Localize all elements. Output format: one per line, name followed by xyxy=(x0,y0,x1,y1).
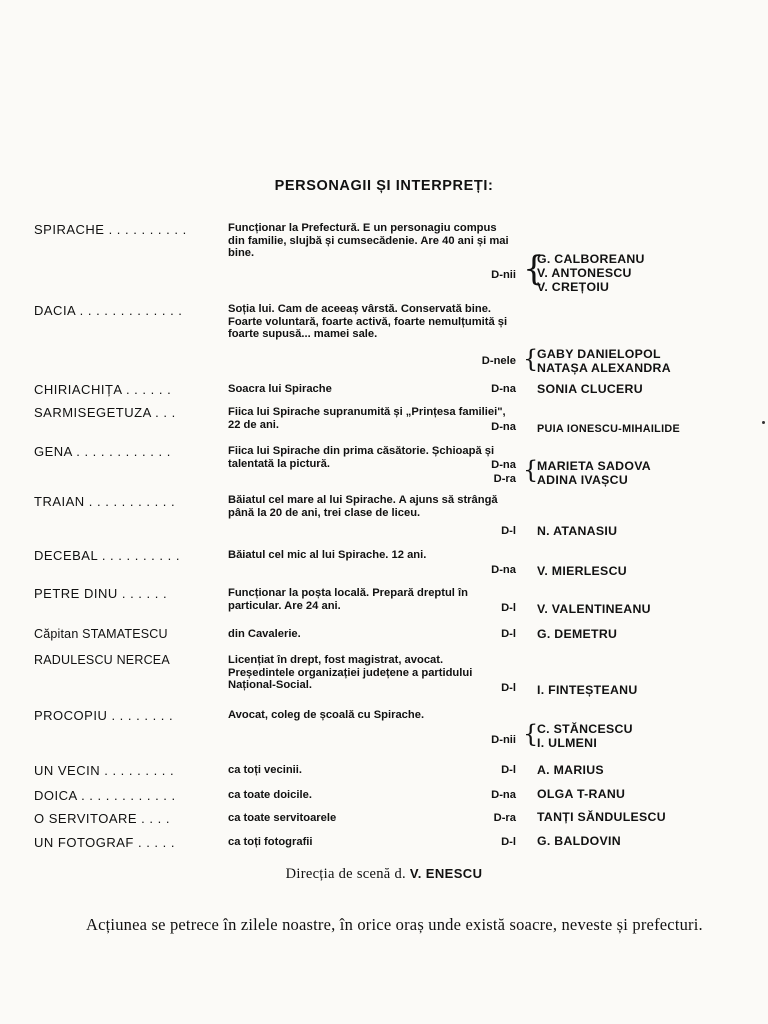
role-description: Băiatul cel mare al lui Spirache. A ajuns să strângă până la 20 de ani, trei clase de liceu. xyxy=(228,494,498,519)
honorific-label: D-na xyxy=(491,789,516,801)
role-description: Avocat, coleg de școală cu Spirache. xyxy=(228,709,425,721)
actor-name: TANȚI SĂNDULESCU xyxy=(537,810,666,824)
bracket-icon: { xyxy=(523,249,545,289)
director-name: V. ENESCU xyxy=(409,866,483,881)
actor-name: NATAȘA ALEXANDRA xyxy=(537,361,671,375)
actor-name: I. FINTEȘTEANU xyxy=(537,683,638,697)
honorific-label: D-l xyxy=(501,764,516,776)
actor-name: ADINA IVAȘCU xyxy=(537,473,629,487)
honorific-label: D-na xyxy=(491,564,516,576)
role-name: UN VECIN . . . . . . . . . xyxy=(34,763,175,778)
bracket-icon: { xyxy=(523,456,539,484)
direction-prefix: Direcția de scenă d. xyxy=(285,866,406,882)
actor-name: V. VALENTINEANU xyxy=(537,602,651,616)
honorific-label: D-nii xyxy=(491,269,516,281)
role-name: DACIA . . . . . . . . . . . . . xyxy=(34,303,183,318)
honorific-label: D-ra xyxy=(493,473,516,485)
honorific-label: D-l xyxy=(501,602,516,614)
honorific-label: D-nii xyxy=(491,734,516,746)
actor-name: GABY DANIELOPOL xyxy=(537,347,661,361)
honorific-label: D-l xyxy=(501,525,516,537)
role-description: Fiica lui Spirache din prima căsătorie. Șchioapă și talentată la pictură. xyxy=(228,445,495,470)
honorific-label: D-na xyxy=(491,383,516,395)
role-name: PETRE DINU . . . . . . xyxy=(34,586,168,601)
honorific-label: D-l xyxy=(501,682,516,694)
actor-name: G. DEMETRU xyxy=(537,627,618,641)
honorific-label: D-l xyxy=(501,836,516,848)
actor-name: V. MIERLESCU xyxy=(537,564,627,578)
role-description: Fiica lui Spirache supranumită și „Prințesa familiei", 22 de ani. xyxy=(228,406,506,431)
role-description: Soția lui. Cam de aceeaș vârstă. Conservată bine. Foarte voluntară, foarte activă, foarte nemulțumită și foarte supusă... mamei sale. xyxy=(228,303,508,341)
role-name: TRAIAN . . . . . . . . . . . xyxy=(34,494,176,509)
role-description: Băiatul cel mic al lui Spirache. 12 ani. xyxy=(228,549,427,561)
bracket-icon: { xyxy=(523,720,539,748)
honorific-label: D-na xyxy=(491,421,516,433)
role-name: DOICA . . . . . . . . . . . . xyxy=(34,788,176,803)
role-description: Soacra lui Spirache xyxy=(228,383,332,395)
role-name: CHIRIACHIȚA . . . . . . xyxy=(34,382,172,397)
honorific-label: D-ra xyxy=(493,812,516,824)
role-description: Funcționar la Prefectură. E un personagiu compus din familie, slujbă și cumsecădenie. Are 40 ani și mai bine. xyxy=(228,222,509,260)
role-description: din Cavalerie. xyxy=(228,628,301,640)
honorific-label: D-na xyxy=(491,459,516,471)
role-description: ca toți vecinii. xyxy=(228,764,302,776)
role-name: UN FOTOGRAF . . . . . xyxy=(34,835,175,850)
actor-name: G. CALBOREANU xyxy=(537,252,645,266)
honorific-label: D-l xyxy=(501,628,516,640)
stage-direction-credit xyxy=(0,866,768,883)
role-name: PROCOPIU . . . . . . . . xyxy=(34,708,174,723)
honorific-label: D-nele xyxy=(481,355,516,367)
role-name: RADULESCU NERCEA xyxy=(34,653,170,667)
role-description: ca toate servitoarele xyxy=(228,812,337,824)
actor-name: G. BALDOVIN xyxy=(537,834,621,848)
actor-name: N. ATANASIU xyxy=(537,524,618,538)
role-name: SARMISEGETUZA . . . xyxy=(34,405,176,420)
actor-name: A. MARIUS xyxy=(537,763,604,777)
actor-name: V. CREȚOIU xyxy=(537,280,610,294)
actor-name: C. STĂNCESCU xyxy=(537,722,633,736)
role-description: Funcționar la poșta locală. Prepară dreptul în particular. Are 24 ani. xyxy=(228,587,468,612)
ink-speck xyxy=(762,421,765,424)
role-name: O SERVITOARE . . . . xyxy=(34,811,170,826)
setting-note: Acțiunea se petrece în zilele noastre, în orice oraș unde există soacre, neveste și prefecturi. xyxy=(86,915,703,934)
actor-name: V. ANTONESCU xyxy=(537,266,632,280)
role-name: DECEBAL . . . . . . . . . . xyxy=(34,548,180,563)
role-description: Licențiat în drept, fost magistrat, avocat. Președintele organizației județene a partidului Național-Social. xyxy=(228,654,473,692)
bracket-icon: { xyxy=(523,345,539,373)
actor-name: PUIA IONESCU-MIHAILIDE xyxy=(537,423,680,435)
role-name: GENA . . . . . . . . . . . . xyxy=(34,444,171,459)
role-name: SPIRACHE . . . . . . . . . . xyxy=(34,222,187,237)
page-title: PERSONAGII ȘI INTERPREȚI: xyxy=(274,178,494,194)
actor-name: MARIETA SADOVA xyxy=(537,459,651,473)
actor-name: I. ULMENI xyxy=(537,736,598,750)
role-description: ca toate doicile. xyxy=(228,789,312,801)
role-name: Căpitan STAMATESCU xyxy=(34,627,168,641)
actor-name: SONIA CLUCERU xyxy=(537,382,643,396)
role-description: ca toți fotografii xyxy=(228,836,313,848)
actor-name: OLGA T-RANU xyxy=(537,787,626,801)
